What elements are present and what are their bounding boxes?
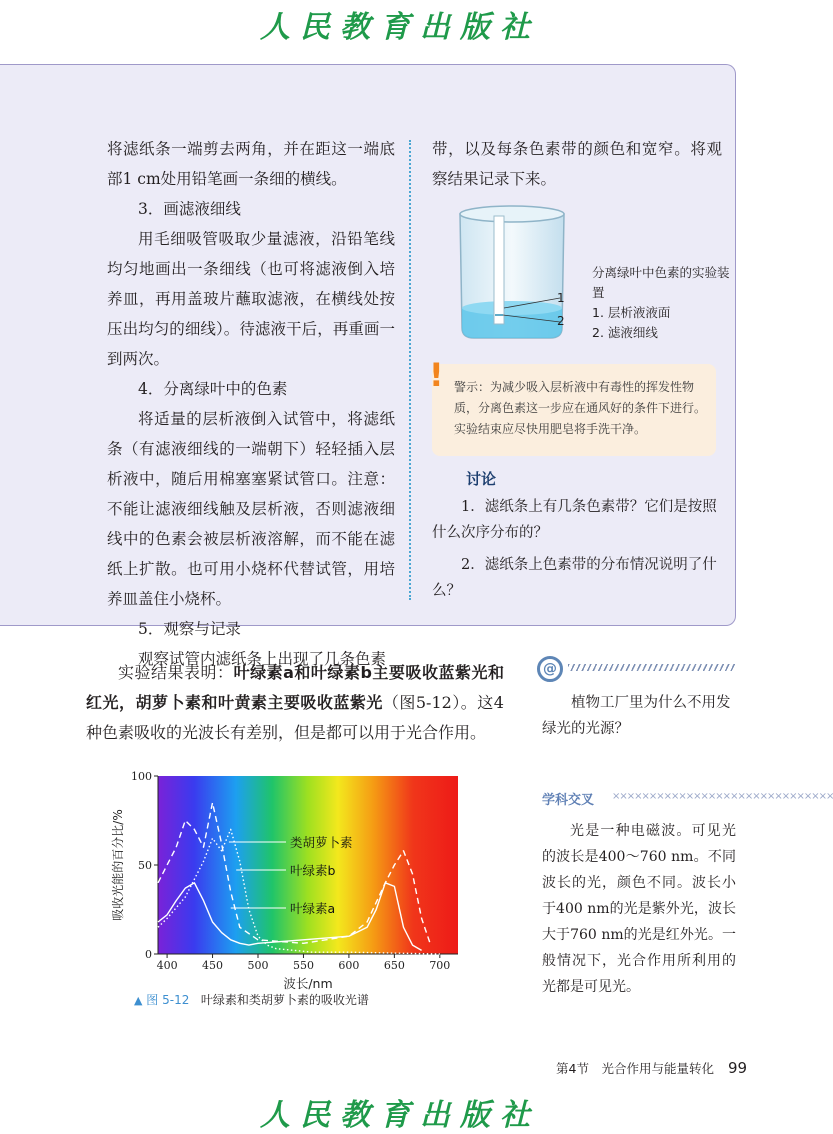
caption-triangle-icon: ▲ xyxy=(134,994,143,1007)
step-heading: 4．分离绿叶中的色素 xyxy=(138,380,288,398)
publisher-logo-top: 人民教育出版社 xyxy=(260,10,540,45)
x-tick-label: 700 xyxy=(429,959,451,972)
discussion-question: 2．滤纸条上色素带的分布情况说明了什么？ xyxy=(432,557,717,599)
x-tick-label: 400 xyxy=(156,959,178,972)
safety-warning-box xyxy=(432,364,716,456)
step-text: 将滤纸条一端剪去两角，并在距这一端底部1 cm处用铅笔画一条细的横线。 xyxy=(107,140,395,188)
cross-discipline-text xyxy=(542,818,736,1000)
discussion-heading: 讨论 xyxy=(466,470,497,488)
y-tick-label: 50 xyxy=(138,859,152,872)
page-number: 99 xyxy=(727,1059,748,1077)
cross-discipline-decor: ×××××××××××××××××××××××××××××× xyxy=(612,791,833,802)
main-paragraph xyxy=(86,658,504,748)
step-text: 将适量的层析液倒入试管中，将滤纸条（有滤液细线的一端朝下）轻轻插入层析液中，随后用棉塞塞紧试管口。注意：不能让滤液细线触及层析液，否则滤液细线中的色素会被层析液溶解，而不能在滤纸上扩散。也可用小烧杯代替试管，用培养皿盖住小烧杯。 xyxy=(107,410,395,608)
y-tick-label: 0 xyxy=(145,948,152,961)
apparatus-caption-title: 分离绿叶中色素的实验装置 xyxy=(592,265,730,300)
figure-caption-text: 叶绿素和类胡萝卜素的吸收光谱 xyxy=(200,993,369,1007)
step-heading: 5．观察与记录 xyxy=(138,620,241,638)
x-tick-label: 650 xyxy=(383,959,405,972)
beaker-apparatus-illustration xyxy=(432,200,592,350)
series-label: 叶绿素a xyxy=(290,901,336,916)
x-tick-label: 550 xyxy=(292,959,314,972)
apparatus-caption-item: 1. 层析液液面 xyxy=(592,305,671,320)
figure-number: 图 5-12 xyxy=(146,993,190,1007)
step-heading: 3．画滤液细线 xyxy=(138,200,241,218)
main-text-lead: 实验结果表明： xyxy=(118,663,234,682)
thinking-icon: @ xyxy=(537,656,563,682)
warning-icon: ! xyxy=(429,356,444,394)
cross-discipline-paragraph: 光是一种电磁波。可见光的波长是400～760 nm。不同波长的光，颜色不同。波长小于400 nm的光是紫外光，波长大于760 nm的光是红外光。一般情况下，光合作用所利用的光都是可见光。 xyxy=(542,823,736,995)
step-text: 用毛细吸管吸取少量滤液，沿铅笔线均匀地画出一条细线（也可将滤液倒入培养皿，再用盖玻片蘸取滤液，在横线处按压出均匀的细线）。待滤液干后，再重画一到两次。 xyxy=(107,230,395,368)
discussion-questions xyxy=(432,494,722,610)
x-tick-label: 600 xyxy=(338,959,360,972)
series-label: 类胡萝卜素 xyxy=(290,835,353,850)
main-text-bold: 叶绿素a和叶绿素b主要吸收蓝紫光和红光，胡萝卜素和叶黄素主要吸收蓝紫光 xyxy=(86,663,504,712)
step-text: 观察试管内滤纸条上出现了几条色素 xyxy=(138,650,387,668)
page-footer xyxy=(556,1059,747,1077)
series-label: 叶绿素b xyxy=(290,863,336,878)
apparatus-caption xyxy=(592,263,732,343)
x-tick-label: 500 xyxy=(247,959,269,972)
absorption-spectrum-chart xyxy=(98,760,478,994)
figure-caption xyxy=(134,991,369,1008)
sidebar-question-text: 植物工厂里为什么不用发绿光的光源？ xyxy=(542,695,731,737)
callout-label: 1 xyxy=(557,291,565,305)
experiment-steps-left xyxy=(107,134,395,674)
footer-section: 第4节 光合作用与能量转化 xyxy=(556,1061,714,1076)
y-tick-label: 100 xyxy=(131,770,152,783)
continued-paragraph: 带，以及每条色素带的颜色和宽窄。将观察结果记录下来。 xyxy=(432,140,722,188)
publisher-logo-bottom: 人民教育出版社 xyxy=(260,1098,540,1133)
warning-text: 警示：为减少吸入层析液中有毒性的挥发性物质，分离色素这一步应在通风好的条件下进行。实验结束应尽快用肥皂将手洗干净。 xyxy=(454,380,707,436)
apparatus-caption-item: 2. 滤液细线 xyxy=(592,325,658,340)
x-axis-label: 波长/nm xyxy=(283,976,333,991)
discussion-question: 1．滤纸条上有几条色素带？它们是按照什么次序分布的？ xyxy=(432,499,717,541)
cross-discipline-heading: 学科交叉 xyxy=(542,793,595,808)
decorative-stripe xyxy=(568,664,736,671)
x-tick-label: 450 xyxy=(202,959,224,972)
y-axis-label: 吸收光能的百分比/% xyxy=(111,809,125,921)
main-text-tail: （图5-12）。这4种色素吸收的光波长有差别，但是都可以用于光合作用。 xyxy=(86,693,504,742)
callout-label: 2 xyxy=(557,314,565,328)
sidebar-question xyxy=(542,690,736,742)
experiment-continued-text xyxy=(432,134,722,194)
column-divider xyxy=(409,140,411,600)
